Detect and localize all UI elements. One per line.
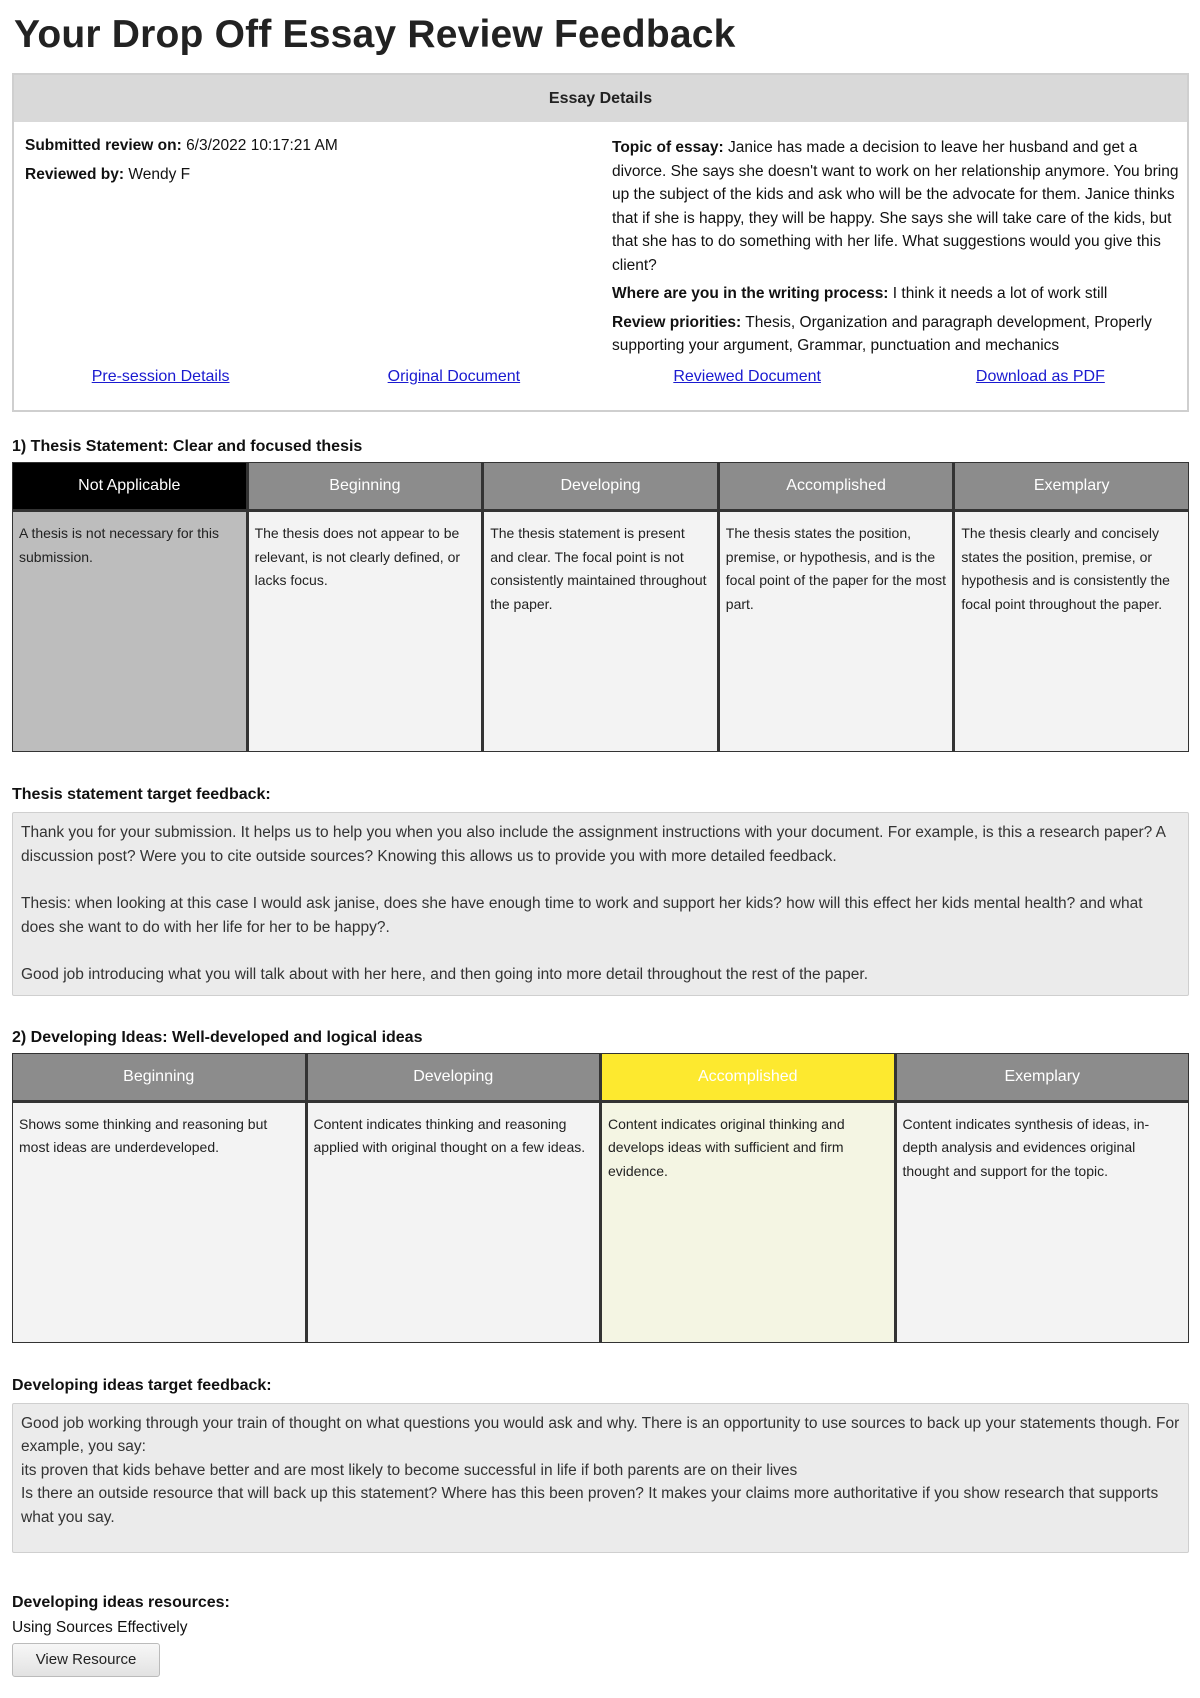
pre-session-details-link[interactable]: Pre-session Details bbox=[91, 368, 230, 385]
original-document-link[interactable]: Original Document bbox=[387, 368, 521, 385]
rubric-description: The thesis statement is present and clear. The focal point is not consistently maintained throughout the paper. bbox=[484, 512, 717, 751]
rubric-column-beginning bbox=[249, 463, 485, 751]
submitted-label: Submitted review on: bbox=[25, 137, 182, 154]
ideas-rubric bbox=[12, 1053, 1189, 1343]
process-value: I think it needs a lot of work still bbox=[892, 285, 1108, 302]
topic-label: Topic of essay: bbox=[612, 139, 724, 156]
priorities-line bbox=[612, 311, 1182, 358]
ideas-section-title: 2) Developing Ideas: Well-developed and logical ideas bbox=[12, 1028, 423, 1046]
view-resource-button[interactable]: View Resource bbox=[12, 1643, 160, 1677]
rubric-description: The thesis states the position, premise, or hypothesis, and is the focal point of the paper for the most part. bbox=[720, 512, 953, 751]
topic-line bbox=[612, 136, 1182, 277]
rubric-heading: Exemplary bbox=[897, 1054, 1189, 1103]
reviewed-value: Wendy F bbox=[128, 166, 191, 183]
essay-details-right bbox=[612, 136, 1182, 363]
rubric-description: The thesis clearly and concisely states the position, premise, or hypothesis and is consistently the focal point throughout the paper. bbox=[955, 512, 1188, 751]
reviewed-label: Reviewed by: bbox=[25, 166, 125, 183]
rubric-column-exemplary bbox=[955, 463, 1188, 751]
rubric-description: Shows some thinking and reasoning but most ideas are underdeveloped. bbox=[13, 1103, 305, 1342]
submitted-line bbox=[25, 136, 585, 155]
download-pdf-link[interactable]: Download as PDF bbox=[975, 368, 1105, 385]
rubric-description: Content indicates thinking and reasoning applied with original thought on a few ideas. bbox=[308, 1103, 600, 1342]
rubric-heading: Exemplary bbox=[955, 463, 1188, 512]
rubric-description: A thesis is not necessary for this submission. bbox=[13, 512, 246, 751]
resource-name: Using Sources Effectively bbox=[12, 1618, 188, 1636]
feedback-paragraph: its proven that kids behave better and are most likely to become successful in life if both parents are on their lives bbox=[21, 1461, 798, 1479]
rubric-column-exemplary bbox=[897, 1054, 1189, 1342]
feedback-paragraph: Thank you for your submission. It helps us to help you when you also include the assignment instructions with your document. For example, is this a research paper? A discussion post? Were you to cite outside sources? Knowing this allows us to provide you with more detailed feedback. bbox=[21, 824, 1166, 865]
rubric-column-accomplished bbox=[720, 463, 956, 751]
rubric-column-developing bbox=[308, 1054, 603, 1342]
details-links bbox=[14, 368, 1187, 386]
rubric-heading: Beginning bbox=[249, 463, 482, 512]
reviewed-document-link[interactable]: Reviewed Document bbox=[673, 368, 821, 385]
page-title: Your Drop Off Essay Review Feedback bbox=[14, 13, 736, 56]
thesis-rubric bbox=[12, 462, 1189, 752]
rubric-description: Content indicates original thinking and develops ideas with sufficient and firm evidence. bbox=[602, 1103, 894, 1342]
rubric-heading: Developing bbox=[484, 463, 717, 512]
rubric-column-accomplished bbox=[602, 1054, 897, 1342]
ideas-feedback-title: Developing ideas target feedback: bbox=[12, 1376, 272, 1394]
feedback-paragraph: Good job working through your train of thought on what questions you would ask and why. There is an opportunity to use sources to back up your statements though. For example, you say: bbox=[21, 1414, 1180, 1455]
feedback-paragraph: Thesis: when looking at this case I would ask janise, does she have enough time to work and support her kids? how will this effect her kids mental health? and what does she want to do with her life for her to be happy?. bbox=[21, 895, 1143, 936]
rubric-description: The thesis does not appear to be relevant, is not clearly defined, or lacks focus. bbox=[249, 512, 482, 751]
rubric-column-beginning bbox=[13, 1054, 308, 1342]
process-line bbox=[612, 282, 1182, 306]
process-label: Where are you in the writing process: bbox=[612, 285, 889, 302]
priorities-value: Thesis, Organization and paragraph development, Properly supporting your argument, Grammar, punctuation and mechanics bbox=[612, 313, 1152, 354]
rubric-heading: Accomplished bbox=[602, 1054, 894, 1103]
reviewed-line bbox=[25, 165, 585, 184]
thesis-feedback-title: Thesis statement target feedback: bbox=[12, 786, 271, 803]
rubric-column-not-applicable bbox=[13, 463, 249, 751]
feedback-paragraph: Is there an outside resource that will back up this statement? Where has this been proven? It makes your claims more authoritative if you show research that supports what you say. bbox=[21, 1485, 1159, 1526]
rubric-heading: Not Applicable bbox=[13, 463, 246, 512]
essay-details-header: Essay Details bbox=[14, 75, 1187, 122]
rubric-heading: Accomplished bbox=[720, 463, 953, 512]
essay-details-panel bbox=[12, 73, 1189, 412]
thesis-section-title: 1) Thesis Statement: Clear and focused thesis bbox=[12, 438, 363, 455]
rubric-description: Content indicates synthesis of ideas, in-depth analysis and evidences original thought and support for the topic. bbox=[897, 1103, 1189, 1342]
ideas-resources-title: Developing ideas resources: bbox=[12, 1593, 230, 1611]
thesis-feedback-box bbox=[12, 812, 1189, 996]
submitted-value: 6/3/2022 10:17:21 AM bbox=[186, 137, 338, 154]
page bbox=[12, 0, 1189, 1677]
rubric-column-developing bbox=[484, 463, 720, 751]
topic-value: Janice has made a decision to leave her husband and get a divorce. She says she doesn't want to work on her relationship anymore. You bring up the subject of the kids and ask who will be the advocate for them. Janice thinks that if she is happy, they will be happy. She says she will take care of the kids, but that she has to do something with her life. What suggestions would you give this client? bbox=[612, 139, 1179, 274]
feedback-paragraph: Good job introducing what you will talk about with her here, and then going into more detail throughout the rest of the paper. bbox=[21, 966, 869, 983]
rubric-heading: Beginning bbox=[13, 1054, 305, 1103]
essay-details-left bbox=[25, 136, 585, 194]
priorities-label: Review priorities: bbox=[612, 313, 742, 331]
rubric-heading: Developing bbox=[308, 1054, 600, 1103]
ideas-feedback-box bbox=[12, 1403, 1189, 1553]
